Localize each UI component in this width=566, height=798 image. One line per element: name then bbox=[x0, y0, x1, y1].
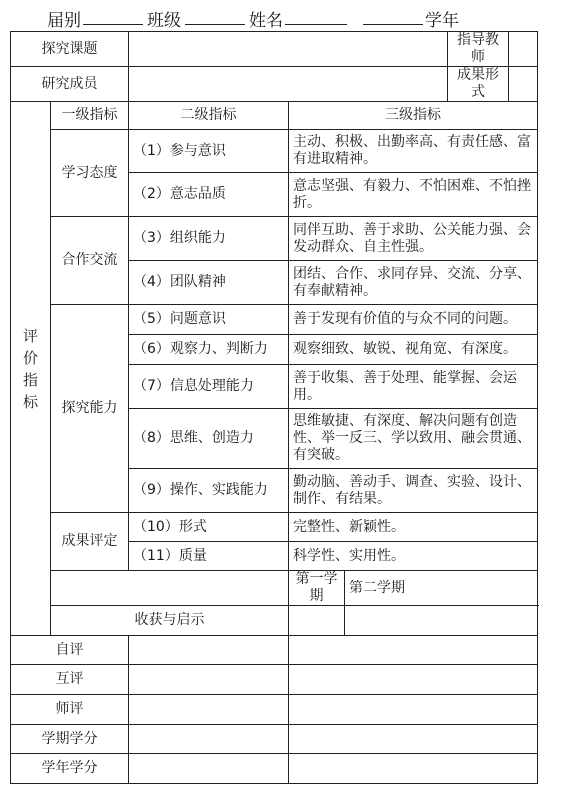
sub-indicator: （11）质量 bbox=[129, 542, 289, 571]
col-level2-header: 二级指标 bbox=[129, 102, 289, 130]
indicator-desc: 意志坚强、有毅力、不怕困难、不怕挫折。 bbox=[289, 173, 538, 217]
indicator-row bbox=[11, 305, 538, 335]
second-term-cell[interactable] bbox=[289, 665, 538, 695]
indicator-desc: 完整性、新颖性。 bbox=[289, 513, 538, 542]
term-row bbox=[11, 665, 538, 695]
sub-indicator: （2）意志品质 bbox=[129, 173, 289, 217]
term-row bbox=[11, 754, 538, 784]
indicator-desc: 团结、合作、求同存异、交流、分享、有奉献精神。 bbox=[289, 261, 538, 305]
second-term-cell[interactable] bbox=[289, 695, 538, 725]
members-field[interactable] bbox=[129, 67, 448, 102]
class-blank bbox=[185, 24, 245, 25]
first-term-cell[interactable] bbox=[129, 695, 289, 725]
term-row bbox=[11, 725, 538, 754]
name-label: 姓名 bbox=[249, 11, 283, 31]
term-row-label: 自评 bbox=[11, 636, 129, 665]
session-blank bbox=[83, 24, 143, 25]
indicator-desc: 同伴互助、善于求助、公关能力强、会发动群众、自主性强。 bbox=[289, 217, 538, 261]
group-attitude: 学习态度 bbox=[51, 130, 129, 217]
result-form-label: 成果形式 bbox=[448, 67, 509, 102]
name-blank bbox=[285, 24, 347, 25]
members-label: 研究成员 bbox=[11, 67, 129, 102]
group-inquiry: 探究能力 bbox=[51, 305, 129, 513]
sub-indicator: （3）组织能力 bbox=[129, 217, 289, 261]
indicator-row bbox=[11, 513, 538, 542]
term-header-row bbox=[11, 571, 538, 606]
sub-indicator: （5）问题意识 bbox=[129, 305, 289, 335]
term-row bbox=[11, 695, 538, 725]
indicator-desc: 主动、积极、出勤率高、有责任感、富有进取精神。 bbox=[289, 130, 538, 173]
year-label: 学年 bbox=[425, 11, 459, 31]
advisor-label: 指导教师 bbox=[448, 32, 509, 67]
term-row bbox=[11, 636, 538, 665]
col-level1-header: 一级指标 bbox=[51, 102, 129, 130]
first-term-header: 第一学期 bbox=[289, 571, 345, 606]
advisor-field[interactable] bbox=[509, 32, 538, 67]
evaluation-table bbox=[10, 31, 538, 784]
indicator-desc: 勤动脑、善动手、调查、实验、设计、制作、有结果。 bbox=[289, 469, 538, 513]
topic-row bbox=[11, 32, 538, 67]
indicator-desc: 观察细致、敏锐、视角宽、有深度。 bbox=[289, 335, 538, 365]
first-term-cell[interactable] bbox=[129, 665, 289, 695]
topic-field[interactable] bbox=[129, 32, 448, 67]
first-term-cell[interactable] bbox=[129, 636, 289, 665]
session-label: 届别 bbox=[47, 11, 81, 31]
term-row-label: 互评 bbox=[11, 665, 129, 695]
eval-indicators-label: 评 价 指 标 bbox=[11, 102, 51, 636]
indicator-desc: 善于收集、善于处理、能掌握、会运用。 bbox=[289, 365, 538, 409]
indicator-desc: 善于发现有价值的与众不同的问题。 bbox=[289, 305, 538, 335]
second-term-cell[interactable] bbox=[289, 636, 538, 665]
term-row-label: 学年学分 bbox=[11, 754, 129, 784]
term-row bbox=[11, 606, 538, 636]
sub-indicator: （10）形式 bbox=[129, 513, 289, 542]
sub-indicator: （9）操作、实践能力 bbox=[129, 469, 289, 513]
second-term-cell[interactable] bbox=[289, 725, 538, 754]
second-term-cell[interactable] bbox=[345, 606, 538, 636]
sub-indicator: （7）信息处理能力 bbox=[129, 365, 289, 409]
sub-indicator: （1）参与意识 bbox=[129, 130, 289, 173]
year-blank bbox=[363, 24, 423, 25]
result-form-field[interactable] bbox=[509, 67, 538, 102]
indicator-row bbox=[11, 130, 538, 173]
group-result: 成果评定 bbox=[51, 513, 129, 571]
members-row bbox=[11, 67, 538, 102]
first-term-cell[interactable] bbox=[129, 754, 289, 784]
sub-indicator: （4）团队精神 bbox=[129, 261, 289, 305]
group-cooperation: 合作交流 bbox=[51, 217, 129, 305]
first-term-cell[interactable] bbox=[289, 606, 345, 636]
term-row-label: 学期学分 bbox=[11, 725, 129, 754]
indicator-desc: 思维敏捷、有深度、解决问题有创造性、举一反三、学以致用、融会贯通、有突破。 bbox=[289, 409, 538, 469]
topic-label: 探究课题 bbox=[11, 32, 129, 67]
indicator-desc: 科学性、实用性。 bbox=[289, 542, 538, 571]
term-corner-cell bbox=[51, 571, 289, 606]
second-term-header: 第二学期 bbox=[345, 571, 538, 606]
col-level3-header: 三级指标 bbox=[289, 102, 538, 130]
class-label: 班级 bbox=[147, 11, 181, 31]
second-term-cell[interactable] bbox=[289, 754, 538, 784]
term-row-label: 师评 bbox=[11, 695, 129, 725]
indicator-row bbox=[11, 217, 538, 261]
sub-indicator: （8）思维、创造力 bbox=[129, 409, 289, 469]
first-term-cell[interactable] bbox=[129, 725, 289, 754]
sub-indicator: （6）观察力、判断力 bbox=[129, 335, 289, 365]
form-header bbox=[0, 0, 566, 34]
indicator-header-row bbox=[11, 102, 538, 130]
term-row-label: 收获与启示 bbox=[51, 606, 289, 636]
